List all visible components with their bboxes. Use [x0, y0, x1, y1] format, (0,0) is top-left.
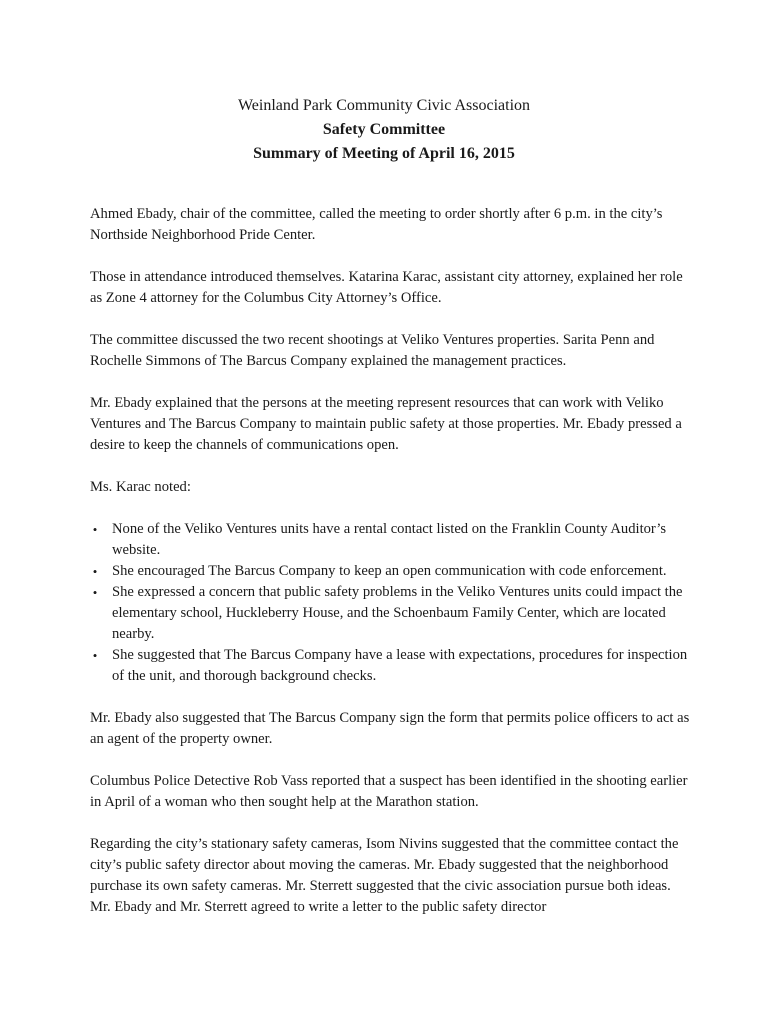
- paragraph-police-report: Columbus Police Detective Rob Vass reported that a suspect has been identified in the shooting earlier in April of a woman who then sought help at the Marathon station.: [90, 773, 688, 810]
- paragraph-safety-cameras: Regarding the city’s stationary safety cameras, Isom Nivins suggested that the committee contact the city’s public safety director about moving the cameras. Mr. Ebady suggested that the neighborhood purchase its own safety cameras. Mr. Sterrett suggested that the civic association pursue both ideas. Mr. Ebady and Mr. Sterrett agreed to write a letter to the public safety director: [90, 836, 679, 915]
- bullet-glyph: •: [92, 522, 98, 537]
- list-item: [90, 561, 690, 582]
- karac-notes-list: [90, 519, 690, 687]
- list-item-text: None of the Veliko Ventures units have a rental contact listed on the Franklin County Auditor’s website.: [112, 521, 667, 558]
- organization-title: Weinland Park Community Civic Association: [237, 97, 531, 114]
- document-header: [0, 94, 768, 166]
- bullet-glyph: •: [92, 585, 98, 600]
- list-item: [90, 582, 690, 645]
- committee-title: Safety Committee: [322, 121, 446, 138]
- list-item: [90, 519, 690, 561]
- paragraph-attendance: Those in attendance introduced themselves. Katarina Karac, assistant city attorney, explained her role as Zone 4 attorney for the Columbus City Attorney’s Office.: [90, 269, 683, 306]
- meeting-summary-title: Summary of Meeting of April 16, 2015: [253, 145, 515, 162]
- paragraph-call-to-order: Ahmed Ebady, chair of the committee, called the meeting to order shortly after 6 p.m. in the city’s Northside Neighborhood Pride Center.: [90, 206, 663, 243]
- list-item: [90, 645, 690, 687]
- bullet-glyph: •: [92, 648, 98, 663]
- paragraph-resources: Mr. Ebady explained that the persons at the meeting represent resources that can work with Veliko Ventures and The Barcus Company to maintain public safety at those properties. Mr. Ebady pressed a desire to keep the channels of communications open.: [90, 395, 682, 453]
- list-item-text: She expressed a concern that public safety problems in the Veliko Ventures units could impact the elementary school, Huckleberry House, and the Schoenbaum Family Center, which are located nearby.: [112, 584, 683, 642]
- bullet-glyph: •: [92, 564, 98, 579]
- paragraph-shootings: The committee discussed the two recent shootings at Veliko Ventures properties. Sarita Penn and Rochelle Simmons of The Barcus Company explained the management practices.: [90, 332, 655, 369]
- list-item-text: She encouraged The Barcus Company to keep an open communication with code enforcement.: [112, 563, 667, 579]
- paragraph-karac-noted: Ms. Karac noted:: [90, 479, 191, 495]
- list-item-text: She suggested that The Barcus Company have a lease with expectations, procedures for inspection of the unit, and thorough background checks.: [112, 647, 688, 684]
- paragraph-agent-form: Mr. Ebady also suggested that The Barcus Company sign the form that permits police officers to act as an agent of the property owner.: [90, 710, 690, 747]
- document-body: [90, 204, 690, 939]
